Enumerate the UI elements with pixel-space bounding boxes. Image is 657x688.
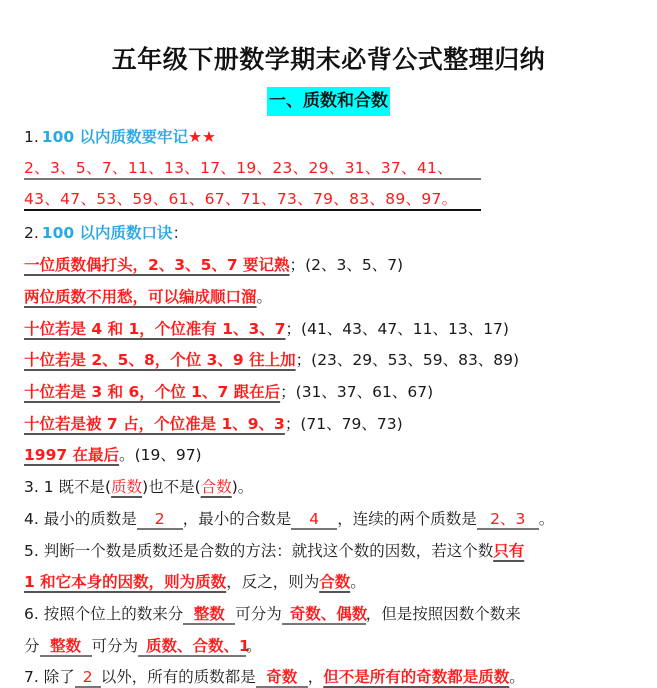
item3-prefix: 3. 1 既不是( [24, 478, 112, 496]
rhyme-examples: (2、3、5、7) [305, 256, 404, 274]
rhyme-verse: 两位质数不用愁，可以编成顺口溜 [24, 288, 257, 306]
item4 [24, 508, 554, 530]
item2-heading [24, 222, 188, 244]
section-heading: 一、质数和合数 [267, 87, 390, 116]
section-heading-wrap [0, 87, 657, 116]
item4-answer-3: 2、3 [477, 510, 539, 530]
item6-middle-1: 可分为 [235, 605, 282, 623]
item4-middle-2: ，连续的两个质数是 [337, 510, 477, 528]
page-title: 五年级下册数学期末必背公式整理归纳 [111, 45, 546, 74]
item6-answer-1: 整数 [183, 605, 235, 625]
item1-label: 100 以内质数要牢记 [41, 128, 189, 146]
item3 [24, 476, 253, 498]
rhyme-sep: ； [284, 415, 301, 433]
rhyme-verse: 十位若是 3 和 6，个位 1、7 跟在后 [24, 383, 281, 401]
item5-prefix: 5. 判断一个数是质数还是合数的方法：就找这个数的因数，若这个数 [24, 542, 494, 560]
item6-suffix: 。 [246, 637, 262, 655]
item7-prefix: 7. 除了 [24, 668, 75, 686]
item6-prefix: 6. 按照个位上的数来分 [24, 605, 184, 623]
item6-answer-4: 质数、合数、1 [138, 637, 246, 657]
item3-middle: )也不是( [142, 478, 201, 496]
item6-line-1 [24, 603, 521, 625]
item7 [24, 666, 525, 688]
item3-answer-1: 质数 [111, 478, 143, 496]
rhyme-examples: (41、43、47、11、13、17) [301, 320, 509, 338]
rhyme-examples: (19、97) [134, 446, 202, 464]
item1-heading [24, 126, 216, 148]
rhyme-sep: 。 [256, 288, 273, 306]
item7-middle-2: ， [307, 668, 324, 686]
rhyme-line [24, 381, 433, 403]
item2-label: 100 以内质数口诀 [41, 224, 173, 242]
star-icon: ★★ [188, 128, 216, 146]
item6-middle-2: ，但是按照因数个数来 [365, 605, 521, 623]
item7-suffix: 。 [509, 668, 525, 686]
item4-middle-1: ，最小的合数是 [182, 510, 292, 528]
rhyme-examples: (71、79、73) [300, 415, 403, 433]
rhyme-sep: 。 [119, 446, 135, 464]
item5-answer-2: 合数 [319, 573, 351, 591]
item5-line-1 [24, 540, 524, 562]
item1-number: 1. [24, 128, 39, 146]
item6-line-2 [24, 635, 262, 657]
item5-answer-1b: 1 和它本身的因数，则为质数 [24, 573, 227, 591]
rhyme-line [24, 318, 509, 340]
item2-number: 2. [24, 224, 39, 242]
rhyme-verse: 十位若是被 7 占，个位准是 1、9、3 [24, 415, 285, 433]
item3-answer-2: 合数 [200, 478, 232, 496]
item4-answer-1: 2 [137, 510, 183, 530]
rhyme-line [24, 349, 519, 371]
rhyme-verse: 十位若是 2、5、8，个位 3、9 往上加 [24, 351, 296, 369]
rhyme-verse: 一位质数偶打头，2、3、5、7 要记熟 [24, 256, 290, 274]
rhyme-examples: (23、29、53、59、83、89) [311, 351, 520, 369]
item6-middle-3: 可分为 [91, 637, 139, 655]
rhyme-line [24, 413, 403, 435]
item6-line2-prefix: 分 [24, 637, 40, 655]
item7-middle-1: 以外，所有的质数都是 [100, 668, 256, 686]
rhyme-sep: ； [295, 351, 312, 369]
item7-answer-2: 奇数 [256, 668, 308, 688]
item5-middle: ，反之，则为 [226, 573, 320, 591]
item2-colon: ： [172, 224, 189, 242]
rhyme-line [24, 286, 272, 308]
item6-answer-2: 奇数、偶数 [282, 605, 366, 625]
rhyme-line [24, 444, 202, 466]
rhyme-verse: 1997 在最后 [24, 446, 120, 464]
rhyme-sep: ； [289, 256, 306, 274]
rhyme-sep: ； [280, 383, 296, 401]
primes-line-2 [24, 188, 481, 211]
item5-answer-1a: 只有 [493, 542, 525, 560]
primes-list-1: 2、3、5、7、11、13、17、19、23、29、31、37、41、 [24, 158, 481, 180]
item4-prefix: 4. 最小的质数是 [24, 510, 137, 528]
item7-answer-1: 2 [75, 668, 101, 688]
primes-list-2: 43、47、53、59、61、67、71、73、79、83、89、97。 [24, 189, 481, 211]
item5-suffix: 。 [350, 573, 366, 591]
rhyme-examples: (31、37、61、67) [295, 383, 434, 401]
rhyme-sep: ； [285, 320, 302, 338]
item7-answer-3: 但不是所有的奇数都是质数 [323, 668, 510, 686]
item3-suffix: )。 [231, 478, 254, 496]
rhyme-line [24, 254, 403, 276]
item5-line-2 [24, 571, 366, 593]
item4-answer-2: 4 [291, 510, 337, 530]
primes-line-1 [24, 157, 481, 180]
item6-answer-3: 整数 [40, 637, 92, 657]
rhyme-verse: 十位若是 4 和 1，个位准有 1、3、7 [24, 320, 286, 338]
item4-suffix: 。 [538, 510, 555, 528]
